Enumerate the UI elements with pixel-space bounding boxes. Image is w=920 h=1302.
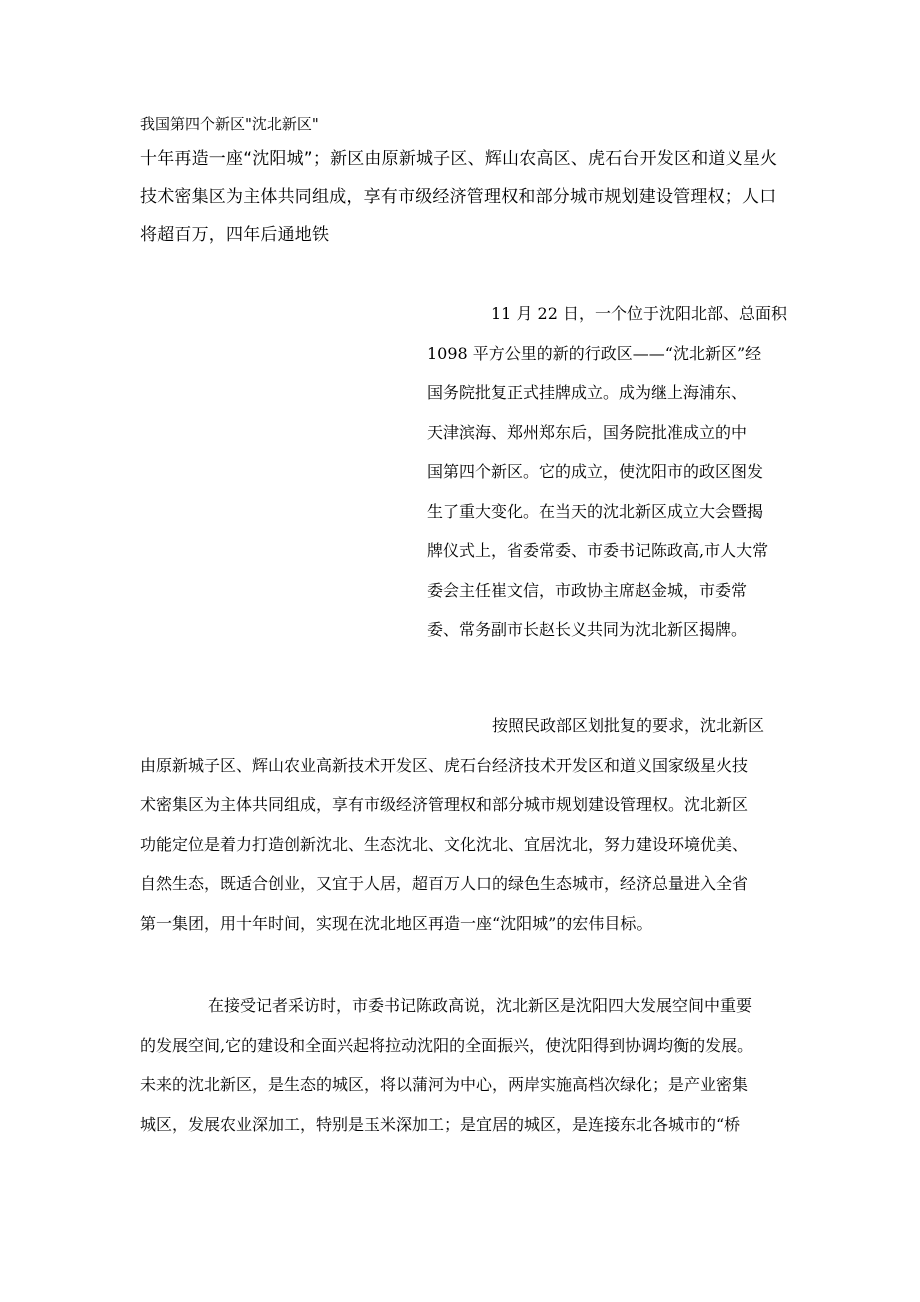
paragraph-2-line: 第一集团，用十年时间，实现在沈北地区再造一座“沈阳城”的宏伟目标。 [140, 913, 653, 933]
paragraph-2 [140, 706, 782, 943]
paragraph-3-line: 未来的沈北新区，是生态的城区，将以蒲河为中心，两岸实施高档次绿化；是产业密集 [140, 1075, 749, 1094]
paragraph-2-line: 按照民政部区划批复的要求，沈北新区 [492, 716, 765, 735]
paragraph-2-line: 自然生态，既适合创业，又宜于人居，超百万人口的绿色生态城市，经济总量进入全省 [140, 874, 749, 893]
paragraph-1-line: 牌仪式上，省委常委、市委书记陈政高,市人大常 [427, 541, 769, 560]
paragraph-2-line: 由原新城子区、辉山农业高新技术开发区、虎石台经济技术开发区和道义国家级星火技 [140, 755, 749, 775]
paragraph-1-line: 国务院批复正式挂牌成立。成为继上海浦东、 [427, 383, 748, 402]
paragraph-1-line: 天津滨海、郑州郑东后，国务院批准成立的中 [427, 422, 748, 442]
paragraph-3-line: 在接受记者采访时，市委书记陈政高说，沈北新区是沈阳四大发展空间中重要 [208, 996, 753, 1015]
paragraph-2-line: 功能定位是着力打造创新沈北、生态沈北、文化沈北、宜居沈北，努力建设环境优美、 [140, 834, 749, 854]
paragraph-1-line: 11 月 22 日，一个位于沈阳北部、总面积 [491, 304, 787, 323]
paragraph-1-line: 1098 平方公里的新的行政区——“沈北新区”经 [427, 343, 762, 363]
paragraph-1-line: 生了重大变化。在当天的沈北新区成立大会暨揭 [427, 501, 764, 521]
paragraph-1-line: 委、常务副市长赵长义共同为沈北新区揭牌。 [427, 620, 748, 639]
paragraph-3-line: 城区，发展农业深加工，特别是玉米深加工；是宜居的城区，是连接东北各城市的“桥 [140, 1114, 741, 1134]
paragraph-1-line: 国第四个新区。它的成立，使沈阳市的政区图发 [427, 462, 764, 481]
document-subtitle: 十年再造一座“沈阳城”；新区由原新城子区、辉山农高区、虎石台开发区和道义星火技术密集区为主体共同组成，享有市级经济管理权和部分城市规划建设管理权；人口将超百万，四年后通地铁 [140, 149, 778, 245]
paragraph-3-line: 的发展空间,它的建设和全面兴起将拉动沈阳的全面振兴，使沈阳得到协调均衡的发展。 [140, 1035, 754, 1055]
paragraph-2-line: 术密集区为主体共同组成，享有市级经济管理权和部分城市规划建设管理权。沈北新区 [140, 795, 749, 814]
paragraph-1-line: 委会主任崔文信，市政协主席赵金城，市委常 [427, 580, 748, 600]
document-title: 我国第四个新区"沈北新区" [140, 115, 319, 133]
paragraph-1 [427, 294, 787, 650]
paragraph-3 [140, 986, 782, 1144]
